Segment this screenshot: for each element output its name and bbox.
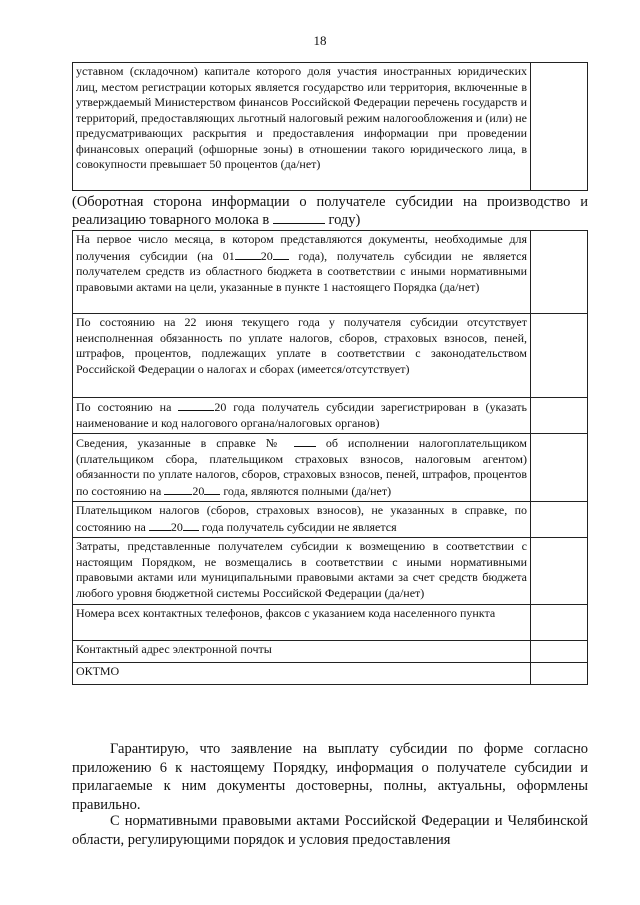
row-text-content: По состоянию на 22 июня текущего года у получателя субсидии отсутствует неисполненная обязанность по уплате налогов, сборов, страховых взносов, пеней, штрафов, процентов, подлежащих уплате в соответствии с законодательством Российской Федерации о налогах и сборах (имеется/отсутствует) [76, 315, 527, 376]
reverse-heading-text-2: году) [328, 212, 361, 228]
row-text-part: Сведения, указанные в справке № [76, 436, 285, 450]
value-cell [531, 605, 588, 641]
value-cell [531, 398, 588, 434]
row-text [73, 663, 531, 685]
row-text [73, 63, 531, 191]
row-text-content: уставном (складочном) капитале которого доля участия иностранных юридических лиц, местом регистрации которых является государство или территория, включенные в утверждаемый Министерством финансов Российской Федерации перечень государств и территорий, предоставляющих льготный налоговый режим налогообложения и (или) не предусматривающих раскрытия и предоставления информации при проведении финансовых операций (офшорные зоны) в отношении такого юридического лица, в совокупности превышает 50 процентов (да/нет) [76, 64, 527, 171]
row-text-content: ОКТМО [76, 664, 120, 678]
date-blank [178, 399, 214, 411]
row-text [73, 641, 531, 663]
info-table-reverse [72, 230, 588, 685]
table-row [73, 434, 588, 502]
row-text-part: По состоянию на [76, 400, 172, 414]
table-row [73, 314, 588, 398]
date-blank [164, 483, 192, 495]
row-text-part: года, являются полными (да/нет) [223, 483, 392, 498]
page-number: 18 [313, 33, 327, 48]
row-text-part: 20 [170, 519, 183, 534]
row-text [73, 434, 531, 502]
row-text-part: На первое число месяца, в котором представляются документы, необходимые для получения субсидии (на 01 [76, 232, 527, 263]
table-row [73, 538, 588, 605]
row-text-part: 20 [192, 483, 205, 498]
date-blank [273, 248, 289, 260]
table-row [73, 398, 588, 434]
row-text [73, 231, 531, 314]
number-blank [294, 435, 316, 447]
year-blank [273, 212, 325, 224]
row-text-part: об исполнении налогоплательщиком (плательщиком сбора, плательщиком страховых взносов, налоговым агентом) обязанности по уплате налогов, сборов, страховых взносов, пеней, штрафов, процентов по состоянию на [76, 436, 527, 498]
row-text-part: 20 [260, 248, 273, 263]
row-text-part: года), получатель субсидии не является получателем средств из областного бюджета в соответствии с иными нормативными правовыми актами на цели, указанные в пункте 1 настоящего Порядка (да/нет) [76, 248, 527, 294]
info-table-continued [72, 62, 588, 191]
value-cell [531, 63, 588, 191]
regulations-paragraph: С нормативными правовыми актами Российской Федерации и Челябинской области, регулирующими порядок и условия предоставления [72, 813, 588, 848]
row-text-part: 20 [214, 400, 227, 414]
row-text [73, 605, 531, 641]
value-cell [531, 663, 588, 685]
row-text-content: Номера всех контактных телефонов, факсов с указанием кода населенного пункта [76, 606, 496, 620]
table-row [73, 231, 588, 314]
row-text [73, 538, 531, 605]
value-cell [531, 538, 588, 605]
date-blank [235, 248, 261, 260]
guarantee-paragraph: Гарантирую, что заявление на выплату субсидии по форме согласно приложению 6 к настоящему Порядку, информация о получателе субсидии и прилагаемые к ним документы достоверны, полны, актуальны, оформлены правильно. [72, 741, 588, 813]
value-cell [531, 502, 588, 538]
value-cell [531, 314, 588, 398]
value-cell [531, 434, 588, 502]
table-row [73, 605, 588, 641]
table-row [73, 663, 588, 685]
table-row [73, 502, 588, 538]
reverse-heading-text-1: (Оборотная сторона информации о получателе субсидии на производство и реализацию товарного молока в [72, 194, 588, 228]
date-blank [183, 519, 199, 531]
value-cell [531, 641, 588, 663]
row-text-content: Контактный адрес электронной почты [76, 642, 272, 656]
row-text-part: года получатель субсидии зарегистрирован в (указать наименование и код налогового органа/налоговых органов) [76, 400, 528, 430]
row-text-part: года получатель субсидии не является [201, 519, 397, 534]
row-text [73, 314, 531, 398]
reverse-side-heading [72, 193, 588, 229]
row-text-part: Плательщиком налогов (сборов, страховых взносов), не указанных в справке, по состоянию на [76, 503, 527, 534]
date-blank [204, 483, 220, 495]
value-cell [531, 231, 588, 314]
row-text [73, 398, 531, 434]
table-row [73, 63, 588, 191]
row-text [73, 502, 531, 538]
table-row [73, 641, 588, 663]
row-text-content: Затраты, представленные получателем субсидии к возмещению в соответствии с настоящим Порядком, не возмещались в соответствии с иными нормативными правовыми актами или муниципальными правовыми актами за счет средств бюджета любого уровня бюджетной системы Российской Федерации (да/нет) [76, 539, 527, 600]
date-blank [149, 519, 171, 531]
